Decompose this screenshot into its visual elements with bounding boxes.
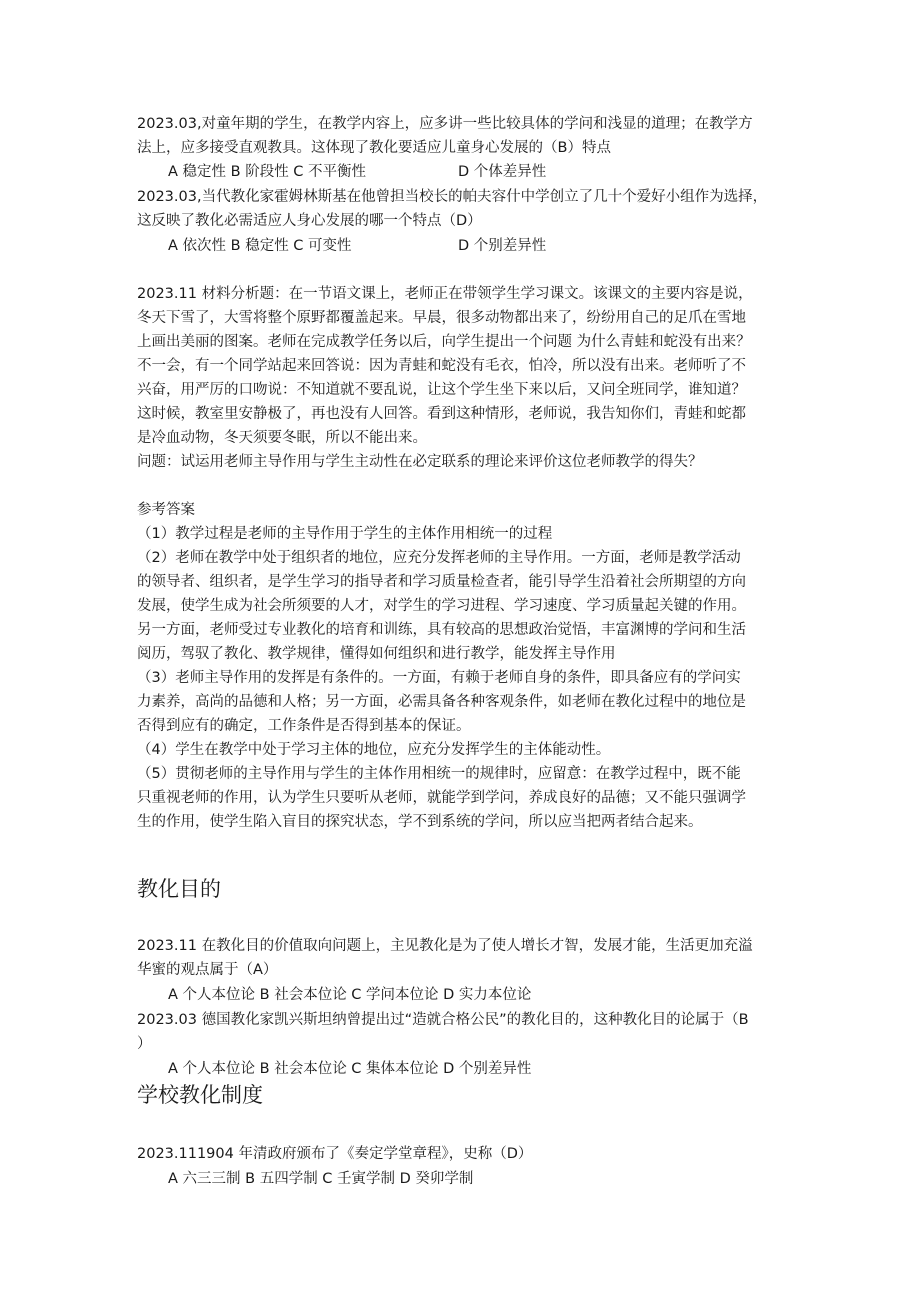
goal-q1-line-2: 华蜜的观点属于（A）	[137, 962, 278, 978]
q3-text-line: 兴奋，用严厉的口吻说：不知道就不要乱说，让这个学生坐下来以后，又问全班同学，谁知道？	[137, 382, 746, 398]
q1-stem-line-1: 2023.03,对童年期的学生，在教学内容上，应多讲一些比较具体的学问和浅显的道理；在教学方	[137, 116, 753, 132]
goal-q1-line-1: 2023.11 在教化目的价值取向问题上，主见教化是为了使人增长才智，发展才能，生活更加充溢	[137, 938, 753, 954]
answer-line: 只重视老师的作用，认为学生只要听从老师，就能学到学问，养成良好的品德；又不能只强调学	[137, 790, 746, 806]
answer-line: （3）老师主导作用的发挥是有条件的。一方面，有赖于老师自身的条件，即具备应有的学问实	[137, 670, 741, 686]
answer-title: 参考答案	[137, 502, 195, 518]
answer-line: 生的作用，使学生陷入盲目的探究状态，学不到系统的学问，所以应当把两者结合起来。	[137, 814, 703, 830]
answer-line: 的领导者、组织者，是学生学习的指导者和学习质量检查者，能引导学生沿着社会所期望的方向	[137, 574, 746, 590]
q3-text-line: 上画出美丽的图案。老师在完成教学任务以后，向学生提出一个问题 为什么青蛙和蛇没有出来？	[137, 334, 751, 350]
answer-line: 另一方面，老师受过专业教化的培育和训练，具有较高的思想政治觉悟，丰富渊博的学问和生活	[137, 622, 746, 638]
q3-question-line: 问题：试运用老师主导作用与学生主动性在必定联系的理论来评价这位老师教学的得失？	[137, 454, 703, 470]
answer-line: 发展，使学生成为社会所须要的人才，对学生的学习进程、学习速度、学习质量起关键的作用。	[137, 598, 746, 614]
q3-text-line: 这时候，教室里安静极了，再也没有人回答。看到这种情形，老师说，我告知你们，青蛙和蛇都	[137, 406, 746, 422]
answer-line: （1）教学过程是老师的主导作用于学生的主体作用相统一的过程	[137, 526, 553, 542]
goal-q2-options: A 个人本位论 B 社会本位论 C 集体本位论 D 个别差异性	[168, 1061, 532, 1077]
goal-q2-line-1: 2023.03 德国教化家凯兴斯坦纳曾提出过“造就合格公民”的教化目的，这种教化目的论属于（B	[137, 1012, 749, 1028]
answer-line: （5）贯彻老师的主导作用与学生的主体作用相统一的规律时，应留意：在教学过程中，既不能	[137, 766, 741, 782]
goal-q2-line-2: ）	[137, 1036, 152, 1052]
section-heading-school-system: 学校教化制度	[137, 1083, 263, 1107]
q2-stem-line-2: 这反映了教化必需适应人身心发展的哪一个特点（D）	[137, 213, 482, 229]
school-q1-options: A 六三三制 B 五四学制 C 壬寅学制 D 癸卯学制	[168, 1171, 474, 1187]
answer-line: （4）学生在教学中处于学习主体的地位，应充分发挥学生的主体能动性。	[137, 742, 611, 758]
q2-option-d: D 个别差异性	[458, 238, 547, 254]
section-heading-education-goal: 教化目的	[137, 877, 221, 901]
q3-text-line: 不一会，有一个同学站起来回答说：因为青蛙和蛇没有毛衣，怕冷，所以没有出来。老师听了不	[137, 358, 746, 374]
q2-options-abc: A 依次性 B 稳定性 C 可变性	[168, 238, 352, 254]
q2-stem-line-1: 2023.03,当代教化家霍姆林斯基在他曾担当校长的帕夫容什中学创立了几十个爱好小组作为选择，	[137, 189, 768, 205]
school-q1-line-1: 2023.111904 年清政府颁布了《奏定学堂章程》，史称（D）	[137, 1146, 533, 1162]
answer-line: （2）老师在教学中处于组织者的地位，应充分发挥老师的主导作用。一方面，老师是教学活动	[137, 550, 741, 566]
q3-text-line: 2023.11 材料分析题：在一节语文课上，老师正在带领学生学习课文。该课文的主要内容是说，	[137, 286, 753, 302]
goal-q1-options: A 个人本位论 B 社会本位论 C 学问本位论 D 实力本位论	[168, 987, 532, 1003]
q1-option-d: D 个体差异性	[458, 164, 547, 180]
answer-line: 阅历，驾驭了教化、教学规律，懂得如何组织和进行教学，能发挥主导作用	[137, 646, 616, 662]
q1-options-abc: A 稳定性 B 阶段性 C 不平衡性	[168, 164, 367, 180]
q3-text-line: 冬天下雪了，大雪将整个原野都覆盖起来。早晨，很多动物都出来了，纷纷用自己的足爪在雪地	[137, 310, 746, 326]
q1-stem-line-2: 法上，应多接受直观教具。这体现了教化要适应儿童身心发展的（B）特点	[137, 140, 611, 156]
answer-line: 力素养，高尚的品德和人格；另一方面，必需具备各种客观条件，如老师在教化过程中的地位是	[137, 694, 746, 710]
answer-line: 否得到应有的确定，工作条件是否得到基本的保证。	[137, 718, 471, 734]
q3-text-line: 是冷血动物，冬天须要冬眠，所以不能出来。	[137, 430, 427, 446]
